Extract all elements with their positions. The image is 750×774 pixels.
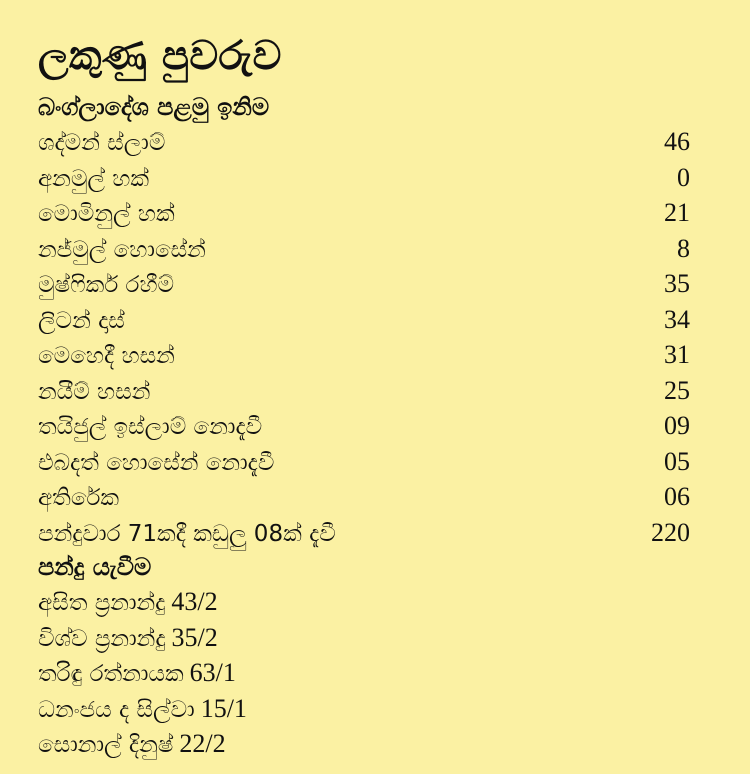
bowler-name: තරිඳු රත්නායක [38, 661, 184, 687]
bowler-name: අසිත ප්‍රනාන්දු [38, 590, 166, 616]
total-label: පන්දුවාර 71කදී කඩුලු 08ක් දැවී [38, 520, 336, 547]
bowling-row [38, 620, 690, 656]
batter-score: 46 [664, 127, 690, 156]
bowler-name: ධනංජය ද සිල්වා [38, 696, 195, 723]
batting-row [38, 444, 690, 480]
batting-row [38, 124, 690, 160]
batting-row [38, 408, 690, 444]
batting-row [38, 160, 690, 196]
bowler-figures: 63/1 [189, 658, 236, 687]
batting-row [38, 231, 690, 267]
batter-score: 05 [664, 446, 690, 476]
bowler-figures: 22/2 [179, 729, 226, 758]
bowler-figures: 43/2 [171, 587, 218, 616]
batter-name: අනමුල් හක් [38, 165, 150, 192]
batting-row [38, 266, 690, 302]
bowling-row [38, 726, 690, 762]
batter-score: 31 [664, 340, 690, 369]
bowling-heading: පන්දු යැවීම [38, 553, 152, 581]
total-score: 220 [651, 517, 690, 547]
batter-name: නයීම් හසන් [38, 378, 151, 405]
batter-score: 0 [677, 162, 690, 192]
batter-score: 35 [664, 269, 690, 298]
bowling-row [38, 584, 690, 620]
total-row [38, 515, 690, 551]
batter-score: 21 [664, 198, 690, 227]
batter-name: තයිජුල් ඉස්ලාම් නොදැවී [38, 414, 263, 440]
bowling-row [38, 655, 690, 691]
batter-name: එබදත් හොසේන් නොදැවී [38, 449, 275, 476]
batting-row [38, 337, 690, 373]
bowler-figures: 15/1 [200, 693, 247, 723]
batting-row [38, 195, 690, 231]
bowling-row [38, 691, 690, 727]
batter-name: මොමිනුල් හක් [38, 201, 175, 227]
batting-row [38, 302, 690, 338]
batter-name: ලිටන් දාස් [38, 307, 125, 334]
batting-heading: බංග්ලාදේශ පළමු ඉනිම [38, 93, 270, 121]
page-title: ලකුණු පුවරුව [38, 33, 282, 79]
extras-score: 06 [664, 482, 690, 511]
batter-score: 8 [677, 233, 690, 263]
batting-row [38, 479, 690, 515]
batter-score: 34 [664, 304, 690, 334]
extras-label: අතිරේක [38, 485, 120, 511]
batter-score: 25 [664, 375, 690, 405]
bowler-figures: 35/2 [171, 622, 218, 652]
batter-name: මුෂ්ෆිකර් රහීම් [38, 272, 175, 298]
batter-name: මෙහෙදී හසන් [38, 343, 175, 369]
batter-name: නජ්මුල් හොසේන් [38, 236, 206, 263]
batting-row [38, 373, 690, 409]
bowler-name: විශ්ව ප්‍රනාන්දු [38, 625, 166, 652]
batter-name: ශද්මන් ස්ලාම් [38, 130, 166, 156]
batter-score: 09 [664, 411, 690, 440]
bowler-name: සොනාල් දිනුෂ් [38, 732, 174, 758]
